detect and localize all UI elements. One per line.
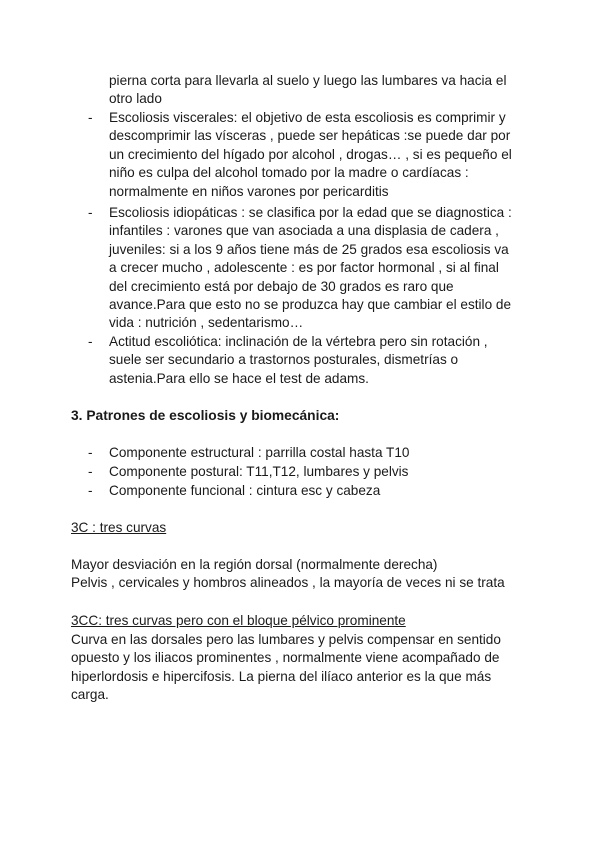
text-line: infantiles : varones que van asociada a una displasia de cadera ,	[109, 223, 499, 239]
subsection-title-3c: 3C : tres curvas	[71, 520, 167, 535]
bullet-marker: -	[88, 464, 93, 479]
text-line: descomprimir las vísceras , puede ser hepáticas :se puede dar por	[109, 128, 511, 144]
text-line: Pelvis , cervicales y hombros alineados , la mayoría de veces ni se trata	[71, 575, 505, 591]
text-line: pierna corta para llevarla al suelo y luego las lumbares va hacia el	[109, 73, 507, 88]
list-item-component: Componente funcional : cintura esc y cabeza	[109, 483, 381, 498]
bullet-marker: -	[88, 483, 93, 498]
text-line: otro lado	[109, 91, 162, 107]
text-line: a crecer mucho , adolescente : es por factor hormonal , si al final	[109, 260, 499, 276]
text-line: suele ser secundario a trastornos posturales, dismetrías o	[109, 352, 459, 368]
list-item-actitud	[109, 333, 488, 388]
text-line: opuesto y los iliacos prominentes , normalmente viene acompañado de	[71, 650, 500, 666]
text-line: Curva en las dorsales pero las lumbares y pelvis compensar en sentido	[71, 632, 501, 647]
list-item-viscerales	[109, 109, 512, 201]
text-line: Actitud escoliótica: inclinación de la vértebra pero sin rotación ,	[109, 334, 488, 349]
text-line: normalmente en niños varones por pericarditis	[109, 183, 389, 199]
subsection-body-3c	[71, 556, 505, 593]
list-item-idiopaticas	[109, 204, 512, 333]
text-line: Escoliosis viscerales: el objetivo de esta escoliosis es comprimir y	[109, 110, 506, 125]
text-line: Escoliosis idiopáticas : se clasifica por la edad que se diagnostica :	[109, 205, 512, 220]
text-line: vida : nutrición , sedentarismo…	[109, 315, 304, 331]
subsection-title-3cc: 3CC: tres curvas pero con el bloque pélvico prominente	[71, 613, 406, 628]
intro-continuation	[109, 72, 506, 109]
text-line: del crecimiento está por debajo de 30 grados es raro que	[109, 278, 454, 294]
section-heading: 3. Patrones de escoliosis y biomecánica:	[71, 408, 340, 423]
text-line: hiperlordosis e hipercifosis. La pierna del ilíaco anterior es la que más	[71, 668, 492, 684]
text-line: Mayor desviación en la región dorsal (normalmente derecha)	[71, 557, 438, 572]
bullet-marker: -	[88, 205, 93, 220]
text-line: juveniles: si a los 9 años tiene más de 25 grados esa escoliosis va	[109, 241, 509, 257]
text-line: niño es culpa del alcohol tomado por la madre o cardíacas :	[109, 165, 469, 181]
text-line: carga.	[71, 687, 109, 703]
text-line: avance.Para que esto no se produzca hay que cambiar el estilo de	[109, 297, 512, 313]
text-line: astenia.Para ello se hace el test de adams.	[109, 370, 369, 386]
bullet-marker: -	[88, 445, 93, 460]
subsection-body-3cc	[71, 631, 501, 705]
list-item-component: Componente postural: T11,T12, lumbares y pelvis	[109, 464, 409, 479]
list-item-component: Componente estructural : parrilla costal hasta T10	[109, 445, 410, 460]
text-line: un crecimiento del hígado por alcohol , drogas… , si es pequeño el	[109, 146, 512, 162]
bullet-marker: -	[88, 110, 93, 125]
bullet-marker: -	[88, 334, 93, 349]
